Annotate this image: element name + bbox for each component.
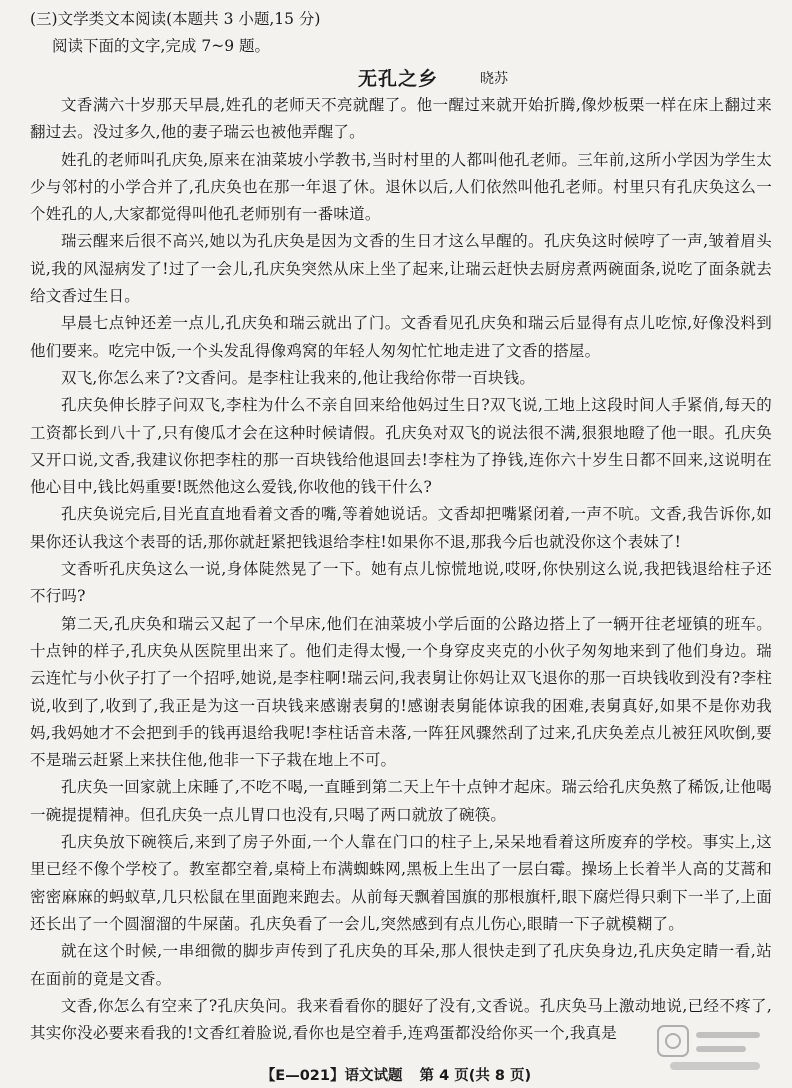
paragraph: 姓孔的老师叫孔庆奂,原来在油菜坡小学教书,当时村里的人都叫他孔老师。三年前,这所小学因为学生太少与邻村的小学合并了,孔庆奂也在那一年退了休。退休以后,人们依然叫他孔老师。村里只有孔庆奂这么一个姓孔的人,大家都觉得叫他孔老师别有一番味道。 [30,150,772,224]
paragraph: 就在这个时候,一串细微的脚步声传到了孔庆奂的耳朵,那人很快走到了孔庆奂身边,孔庆奂定睛一看,站在面前的竟是文香。 [30,942,772,988]
story-header [30,62,772,92]
paragraph: 早晨七点钟还差一点儿,孔庆奂和瑞云就出了门。文香看见孔庆奂和瑞云后显得有点儿吃惊,好像没料到他们要来。吃完中饭,一个头发乱得像鸡窝的年轻人匆匆忙忙地走进了文香的搭屋。 [30,314,772,360]
paragraph: 孔庆奂伸长脖子问双飞,李柱为什么不亲自回来给他妈过生日?双飞说,工地上这段时间人手紧俏,每天的工资都长到八十了,只有傻瓜才会在这种时候请假。孔庆奂对双飞的说法很不满,狠狠地瞪了他一眼。孔庆奂又开口说,文香,我建议你把李柱的那一百块钱给他退回去!李柱为了挣钱,连你六十岁生日都不回来,这说明在他心目中,钱比妈重要!既然他这么爱钱,你收他的钱干什么? [30,396,772,497]
story-author: 晓苏 [480,71,508,87]
paragraph: 瑞云醒来后很不高兴,她以为孔庆奂是因为文香的生日才这么早醒的。孔庆奂这时候哼了一声,皱着眉头说,我的风湿病发了!过了一会儿,孔庆奂突然从床上坐了起来,让瑞云赶快去厨房煮两碗面条,说吃了面条就去给文香过生日。 [30,232,772,306]
page-footer [0,1064,792,1085]
paragraph: 第二天,孔庆奂和瑞云又起了一个早床,他们在油菜坡小学后面的公路边搭上了一辆开往老垭镇的班车。十点钟的样子,孔庆奂从医院里出来了。他们走得太慢,一个身穿皮夹克的小伙子匆匆地来到了他们身边。瑞云连忙与小伙子打了一个招呼,她说,是李柱啊!瑞云问,我表舅让你妈让双飞退你的那一百块钱收到没有?李柱说,收到了,收到了,我正是为这一百块钱来感谢表舅的!感谢表舅能体谅我的困难,表舅真好,如果不是你劝我妈,我妈她才不会把到手的钱再退给我呢!李柱话音未落,一阵狂风骤然刮了过来,孔庆奂差点儿被狂风吹倒,要不是瑞云赶紧上来扶住他,他非一下子栽在地上不可。 [30,614,772,770]
paragraph: 文香听孔庆奂这么一说,身体陡然晃了一下。她有点儿惊慌地说,哎呀,你快别这么说,我把钱退给柱子还不行吗? [30,560,772,606]
paragraph: 孔庆奂说完后,目光直直地看着文香的嘴,等着她说话。文香却把嘴紧闭着,一声不吭。文香,我告诉你,如果你还认我这个表哥的话,那你就赶紧把钱退给李柱!如果你不退,那我今后也就没你这个表妹了! [30,505,772,551]
paragraph: 孔庆奂一回家就上床睡了,不吃不喝,一直睡到第二天上午十点钟才起床。瑞云给孔庆奂熬了稀饭,让他喝一碗提提精神。但孔庆奂一点儿胃口也没有,只喝了两口就放了碗筷。 [30,778,772,824]
page-number: 第 4 页(共 8 页) [419,1068,532,1084]
exam-code: 【E—021】语文试题 [260,1068,403,1084]
story-title: 无孔之乡 [358,68,439,90]
paragraph: 双飞,你怎么来了?文香问。是李柱让我来的,他让我给你带一百块钱。 [61,368,536,387]
section-heading: (三)文学类文本阅读(本题共 3 小题,15 分) [30,10,321,28]
paragraph: 文香,你怎么有空来了?孔庆奂问。我来看看你的腿好了没有,文香说。孔庆奂马上激动地说,已经不疼了,其实你没必要来看我的!文香红着脸说,看你也是空着手,连鸡蛋都没给你买一个,我真是 [30,996,772,1043]
paragraph: 文香满六十岁那天早晨,姓孔的老师天不亮就醒了。他一醒过来就开始折腾,像炒板栗一样在床上翻过来翻过去。没过多久,他的妻子瑞云也被他弄醒了。 [30,96,772,142]
paragraph: 孔庆奂放下碗筷后,来到了房子外面,一个人靠在门口的柱子上,呆呆地看着这所废弃的学校。事实上,这里已经不像个学校了。教室都空着,桌椅上布满蜘蛛网,黑板上生出了一层白霉。操场上长着半人高的艾蒿和密密麻麻的蚂蚁草,几只松鼠在里面跑来跑去。从前每天飘着国旗的那根旗杆,眼下腐烂得只剩下一半了,上面还长出了一个圆溜溜的牛屎菌。孔庆奂看了一会儿,突然感到有点儿伤心,眼睛一下子就模糊了。 [30,833,772,933]
story-body [30,92,772,1047]
section-instruction: 阅读下面的文字,完成 7~9 题。 [52,37,270,55]
